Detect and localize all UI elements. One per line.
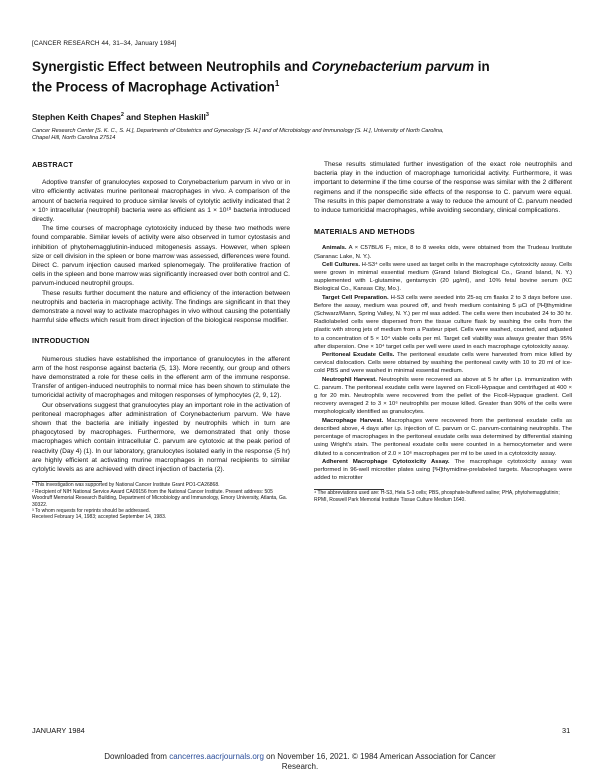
page-number: 31 [562,726,571,735]
footnotes [32,481,290,520]
subsection-label: Neutrophil Harvest. [322,376,377,383]
article-title [32,58,552,95]
subsection-label: Target Cell Preparation. [322,294,389,301]
affiliation-line: Cancer Research Center [S. K. C., S. H.], Departments of Obstetrics and Gynecology [S. H.] and of Microbiology and Immunology [S. H.], University of North Carolina, [32,128,444,134]
subsection-text: Macrophages were recovered from the peritoneal exudate cells as described above, 4 days after i.p. injection of C. parvum or C. parvum-containing neutrophils. The percentage of macrophages in the peritoneal exudate cells was determined by differential staining using Wright's stain. The peritoneal exudate cells were counted in a hemocytometer and were diluted to a concentration of 2.0 × 10⁶ macrophages per ml to be used in a cytotoxicity assay. [314,417,572,457]
title-organism: Corynebacterium parvum [311,59,475,74]
journal-link[interactable]: cancerres.aacrjournals.org [169,752,264,761]
left-column [32,160,290,521]
title-part: in [474,59,490,74]
methods-paragraph [314,417,572,458]
abstract-paragraph: These results further document the nature and efficiency of the interaction between neutrophils and bacteria in macrophage activity. The findings are significant in that they demonstrate a novel way to activate macrophages in vivo without causing the potentially harmful side effects which result from direct injection of the biological response modifier. [32,289,290,325]
methods-paragraph [314,261,572,294]
title-part: Synergistic Effect between Neutrophils and [32,59,312,74]
download-text: Downloaded from [104,752,170,761]
methods-paragraph [314,376,572,417]
subsection-text: A × C57BL/6 F₁ mice, 8 to 8 weeks olds, were obtained from the Trudeau Institute (Saranac Lake, N. Y.). [314,245,572,260]
author-footnote-mark: 3 [205,112,209,119]
introduction-paragraph: Numerous studies have established the importance of granulocytes in the afferent arm of the host response against bacteria (5, 13). More recently, our group and others have demonstrated a role for these cells in the efferent arm of the immune response. Transfer of antigen-induced neutrophils to normal mice has been shown to stimulate the tumoricidal activity of macrophages and mitogen responses of lymphocytes (2, 9, 12). [32,355,290,400]
author-name: Stephen Keith Chapes [32,112,121,122]
methods-paragraph [314,351,572,376]
author-footnote-mark: 2 [120,112,124,119]
title-part: the Process of Macrophage Activation [32,79,275,95]
download-text: on November 16, 2021. © 1984 American Association for Cancer [263,752,496,761]
subsection-label: Cell Cultures. [322,261,360,268]
subsection-text: H-S3 cells were seeded into 25-sq cm flasks 2 to 3 days before use. Before the assay, medium was poured off, and fresh medium containing 5 µCi of [³H]thymidine (Schwarz/Mann, Spring Valley, N. Y.) per ml was added. The cells were then incubated 24 to 30 hr. Radiolabeled cells were dispersed from the tissue culture flask by washing the cells from the plastic with strong jets of medium from a Pasteur pipet. Cells were washed, counted, and adjusted to a concentration of 5 × 10⁴ viable cells per ml. Target cell viability was always greater than 95% after dispersion. One × 10⁴ target cells per well were used in each macrophage cytotoxicity assay. [314,294,572,350]
methods-paragraph [314,458,572,483]
introduction-paragraph: These results stimulated further investigation of the exact role neutrophils and bacteria play in the induction of macrophage tumoricidal activity. Furthermore, it was important to determine if the time course of the response was similar with the 2 different regimens and if the nonspecific side effects of the response to C. parvum were equal. The results in this paper demonstrate a way to reduce the amount of C. parvum needed to induce tumoricidal macrophages, while avoiding secondary, clinical complications. [314,161,572,215]
subsection-label: Macrophage Harvest. [322,417,384,424]
footnote: ³ To whom requests for reprints should be addressed. [32,507,151,514]
affiliation [32,128,568,142]
title-footnote-mark: 1 [274,79,280,88]
subsection-label: Peritoneal Exudate Cells. [322,352,395,359]
author-name: and Stephen Haskill [123,112,206,122]
author-list [32,112,209,122]
subsection-label: Adherent Macrophage Cytotoxicity Assay. [322,458,450,465]
footnote: ¹ This investigation was supported by National Cancer Institute Grant PO1-CA26868. [32,482,220,489]
footnotes [314,489,572,503]
subsection-text: The macrophage cytotoxicity assay was performed in 96-well microtiter plates using [³H]thymidine-prelabeled targets. Macrophages were added to microtiter [314,458,572,482]
introduction-paragraph: Our observations suggest that granulocytes play an important role in the activation of peritoneal macrophages after administration of Corynebacterium parvum. We have shown that the bacteria are initially ingested by neutrophils which in turn are phagocytosed by macrophages. Furthermore, we demonstrated that only those macrophages which contain intracellular C. parvum are cytotoxic at the peak period of reactivity (Day 4) (1). In our laboratory, granulocytes isolated early in the response (5 hr) are highly efficient at activating murine macrophages in normal recipients to similar cytolytic levels as are achieved with direct injection of bacteria (2). [32,401,290,474]
footnote: ⁴ The abbreviations used are: H-S3, Hela S-3 cells; PBS, phosphate-buffered saline; PHA, phytohemagglutinin; RPMI, Roswell Park Memorial Institute Tissue Culture Medium 1640. [314,490,560,503]
introduction-heading: INTRODUCTION [32,336,90,346]
methods-heading: MATERIALS AND METHODS [314,227,415,237]
abstract-paragraph: The time courses of macrophage cytotoxicity induced by these two methods were found comparable. Similar levels of activity were also observed in tumor cytostasis and inhibition of phytohemagglutinin-induced mitogenesis assays. However, when spleen size or cell division in the spleen or bone marrow was assessed, differences were found. Direct C. parvum injection caused marked splenomegaly. The proliferative fraction of cells in the spleen and bone marrow was significantly increased over both control and C. parvum-induced neutrophil groups. [32,225,290,288]
download-notice [0,752,600,772]
footnote: ² Recipient of NIH National Service Award CA09156 from the National Cancer Institute. Present address: 505 Woodruff Memorial Research Building, Department of Microbiology and Immunology, Emory University, Atlanta, Ga. 30322. [32,488,288,508]
subsection-text: The peritoneal exudate cells were harvested from mice killed by cervical dislocation. Cells were obtained by washing the peritoneal cavity with 10 to 20 ml of ice-cold PBS and were washed in minimal essential medium. [314,352,573,375]
abstract-heading: ABSTRACT [32,160,74,169]
methods-paragraph [314,294,572,351]
methods-paragraph [314,244,572,260]
subsection-text: Neutrophils were recovered as above at 5 hr after i.p. immunization with C. parvum. The peritoneal exudate cells were layered on Ficoll-Hypaque and centrifuged at 400 × g for 20 min. Neutrophils were recovered from the pellet of the Ficoll-Hypaque gradient. Cell recovery averaged 2 to 3 × 10⁶ neutrophils per mouse killed. Greater than 90% of the cells were morphologically identified as granulocytes. [314,376,572,416]
received-dates: Received February 14, 1983; accepted September 14, 1983. [32,514,167,521]
issue-date: JANUARY 1984 [32,726,85,735]
abstract-paragraph: Adoptive transfer of granulocytes exposed to Corynebacterium parvum in vivo or in vitro efficiently activates murine peritoneal macrophages in vivo. A comparison of the amount of bacteria required to produce similar levels of cytolytic activity indicated that 2 × 10⁵ intracellular (neutrophil) bacteria were as efficient as 1 × 10¹⁰ bacteria introduced directly. [32,179,290,224]
right-column [314,160,572,503]
subsection-label: Animals. [322,245,347,252]
affiliation-line: Chapel Hill, North Carolina 27514 [32,135,116,142]
subsection-text: H-S3⁴ cells were used as target cells in the macrophage cytotoxicity assay. Cells were grown in minimal essential medium (Grand Island Biological Co., Grand Island, N. Y.) supplemented with L-glutamine, gentamycin (20 µg/ml), and 10% fetal bovine serum (KC Biological Co., Kansas City, Mo.). [314,261,572,293]
download-text: Research. [281,762,319,771]
journal-reference: [CANCER RESEARCH 44, 31–34, January 1984] [32,40,177,47]
